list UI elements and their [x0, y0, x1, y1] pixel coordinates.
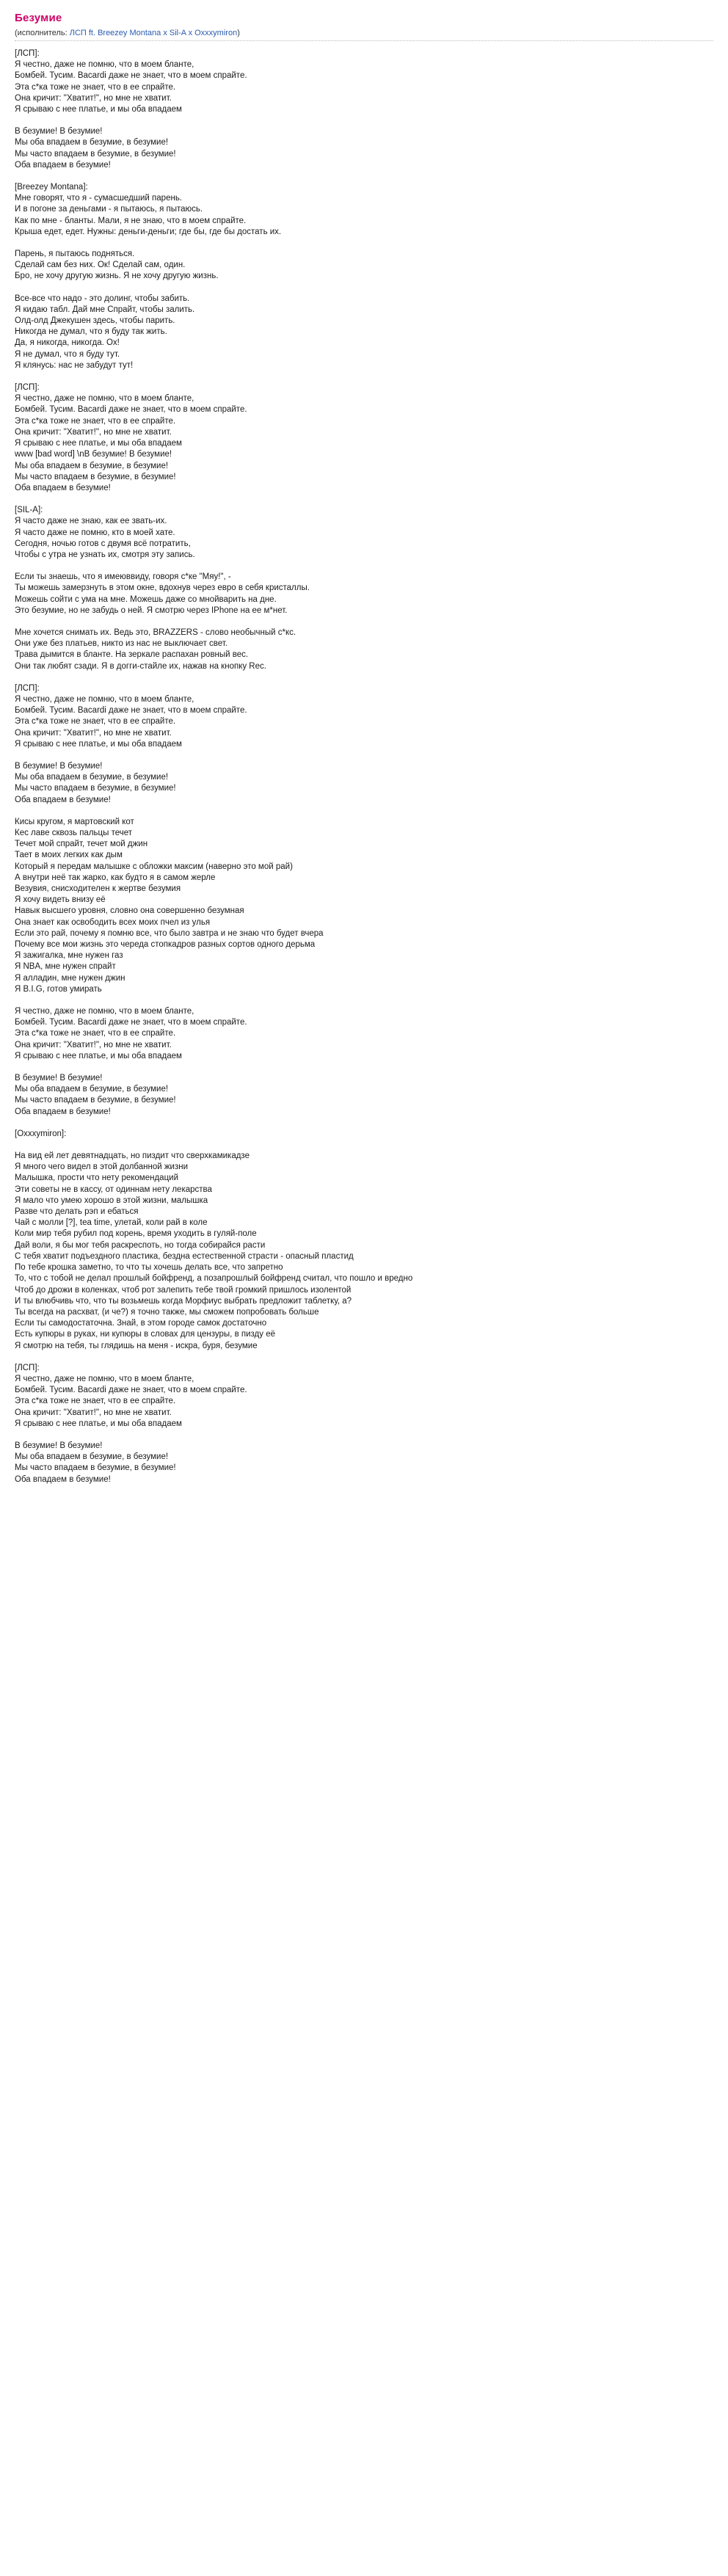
- lyrics-line: В безумие! В безумие!: [15, 1074, 103, 1083]
- lyrics-line: Никогда не думал, что я буду так жить.: [15, 327, 167, 337]
- lyrics-line: Я срываю с нее платье, и мы оба впадаем: [15, 439, 182, 448]
- artist-link[interactable]: ЛСП ft. Breezey Montana x Sil-A x Oxxxymiron: [69, 29, 238, 37]
- speaker-label: [Breezey Montana]:: [15, 183, 88, 192]
- lyrics-line: Мы оба впадаем в безумие, в безумие!: [15, 1452, 169, 1462]
- lyrics-line: Мы оба впадаем в безумие, в безумие!: [15, 461, 169, 470]
- lyrics-line: Мы часто впадаем в безумие, в безумие!: [15, 472, 176, 481]
- lyrics-line: Она кричит: "Хватит!", но мне не хватит.: [15, 427, 172, 437]
- lyrics-line: Как по мне - бланты. Мали, я не знаю, что в моем спрайте.: [15, 216, 247, 225]
- lyrics-line: Я часто даже не знаю, как ее звать-их.: [15, 517, 167, 526]
- lyrics-line: Она кричит: "Хватит!", но мне не хватит.: [15, 1408, 172, 1417]
- lyrics-line: Можешь сойти с ума на мне. Можешь даже со мнойварить на дне.: [15, 594, 277, 604]
- lyrics-line: Есть купюры в руках, ни купюры в словах для цензуры, в пизду её: [15, 1330, 275, 1339]
- lyrics-line: Оба впадаем в безумие!: [15, 160, 111, 170]
- lyrics-line: Навык высшего уровня, словно она совершенно безумная: [15, 906, 244, 916]
- lyrics-line: Я часто даже не помню, кто в моей хате.: [15, 528, 175, 537]
- lyrics-block: [15, 1129, 713, 1140]
- lyrics-line: Бомбей. Тусим. Bacardi даже не знает, что в моем спрайте.: [15, 405, 247, 415]
- lyrics-line: Она кричит: "Хватит!", но мне не хватит.: [15, 1040, 172, 1049]
- lyrics-line: Сегодня, ночью готов с двумя всё потратить,: [15, 539, 191, 548]
- lyrics-line: Я честно, даже не помню, что в моем бланте,: [15, 1374, 194, 1383]
- lyrics-line: Я срываю с нее платье, и мы оба впадаем: [15, 1051, 182, 1060]
- lyrics-line: Мы оба впадаем в безумие, в безумие!: [15, 1085, 169, 1094]
- lyrics-line: Я кидаю табл. Дай мне Спрайт, чтобы залить.: [15, 305, 195, 314]
- lyrics-line: Если ты самодостаточна. Знай, в этом городе самок достаточно: [15, 1319, 267, 1328]
- lyrics-line: Сделай сам без них. Ок! Сделай сам, один.: [15, 261, 186, 270]
- lyrics-line: По тебе крошка заметно, то что ты хочешь делать все, что запретно: [15, 1263, 283, 1273]
- lyrics-block: [15, 249, 713, 283]
- lyrics-line: И ты влюбчивь что, что ты возьмешь когда Морфиус выбрать предложит таблетку, а?: [15, 1296, 352, 1306]
- lyrics-line: Я срываю с нее платье, и мы оба впадаем: [15, 105, 182, 114]
- lyrics-block: [15, 382, 713, 494]
- lyrics-line: Она кричит: "Хватит!", но мне не хватит.: [15, 728, 172, 738]
- lyrics-line: Если ты знаешь, что я имеюввиду, говоря с*ке "Мяу!", -: [15, 572, 231, 582]
- lyrics-block: [15, 294, 713, 371]
- lyrics-line: А внутри неё так жарко, как будто я в самом жерле: [15, 873, 216, 882]
- lyrics-line: Чтобы с утра не узнать их, смотря эту запись.: [15, 550, 195, 559]
- lyrics-block: [15, 627, 713, 672]
- lyrics-line: Эта с*ка тоже не знает, что в ее спрайте.: [15, 1397, 176, 1406]
- lyrics-line: Разве что делать рэп и ебаться: [15, 1207, 139, 1217]
- lyrics-line: Да, я никогда, никогда. Ох!: [15, 338, 120, 348]
- lyrics-line: Я срываю с нее платье, и мы оба впадаем: [15, 739, 182, 749]
- lyrics-line: Я B.I.G, готов умирать: [15, 984, 102, 994]
- lyrics-block: [15, 1441, 713, 1485]
- lyrics-line: Бомбей. Тусим. Bacardi даже не знает, что в моем спрайте.: [15, 71, 247, 81]
- divider: [15, 40, 713, 41]
- lyrics-line: Если это рай, почему я помню все, что было завтра и не знаю что будет вчера: [15, 928, 324, 938]
- speaker-label: [Oxxxymiron]:: [15, 1129, 67, 1138]
- lyrics-body: [15, 48, 713, 1485]
- lyrics-line: Я срываю с нее платье, и мы оба впадаем: [15, 1419, 182, 1428]
- lyrics-line: Ты можешь замерзнуть в этом окне, вдохнув через евро в себя кристаллы.: [15, 583, 310, 593]
- lyrics-line: Я не думал, что я буду тут.: [15, 349, 120, 359]
- lyrics-line: Крыша едет, едет. Нужны: деньги-деньги; где бы, где бы достать их.: [15, 227, 282, 236]
- lyrics-line: Она знает как освободить всех моих пчел из улья: [15, 917, 211, 927]
- lyrics-block: [15, 683, 713, 750]
- lyrics-line: Парень, я пытаюсь подняться.: [15, 250, 135, 259]
- lyrics-line: Я мало что умею хорошо в этой жизни, малышка: [15, 1196, 208, 1205]
- lyrics-line: Я много чего видел в этой долбанной жизни: [15, 1163, 189, 1172]
- speaker-label: [ЛСП]:: [15, 1363, 40, 1372]
- speaker-label: [ЛСП]:: [15, 49, 40, 58]
- lyrics-line: Мы часто впадаем в безумие, в безумие!: [15, 1096, 176, 1105]
- speaker-label: [ЛСП]:: [15, 383, 40, 393]
- lyrics-line: Я клянусь: нас не забудут тут!: [15, 360, 134, 370]
- lyrics-line: Кисы кругом, я мартовский кот: [15, 817, 134, 826]
- lyrics-block: [15, 817, 713, 995]
- lyrics-line: Везувия, снисходителен к жертве безумия: [15, 884, 181, 893]
- lyrics-block: [15, 126, 713, 171]
- lyrics-line: Оба впадаем в безумие!: [15, 1107, 111, 1116]
- lyrics-line: Мне хочется снимать их. Ведь это, BRAZZERS - слово необычный с*кс.: [15, 627, 296, 637]
- lyrics-line: Оба впадаем в безумие!: [15, 483, 111, 492]
- lyrics-line: Эти советы не в кассу, от одиннам нету лекарства: [15, 1185, 212, 1194]
- lyrics-line: Я честно, даже не помню, что в моем бланте,: [15, 694, 194, 704]
- lyrics-line: Эта с*ка тоже не знает, что в ее спрайте.: [15, 82, 176, 92]
- lyrics-line: Малышка, прости что нету рекомендаций: [15, 1174, 178, 1183]
- lyrics-block: [15, 182, 713, 238]
- lyrics-block: [15, 1363, 713, 1430]
- lyrics-line: И в погоне за деньгами - я пытаюсь, я пытаюсь.: [15, 205, 203, 214]
- lyrics-line: Мы часто впадаем в безумие, в безумие!: [15, 149, 176, 159]
- lyrics-line: В безумие! В безумие!: [15, 761, 103, 771]
- page-title: Безумие: [15, 12, 62, 24]
- lyrics-block: [15, 761, 713, 806]
- lyrics-line: Тает в моих легких как дым: [15, 851, 123, 860]
- lyrics-line: Я хочу видеть внизу её: [15, 895, 106, 905]
- lyrics-line: Почему все мои жизнь это череда стопкадров разных сортов одного дерьма: [15, 940, 316, 950]
- speaker-label: [ЛСП]:: [15, 683, 40, 693]
- lyrics-line: Бомбей. Тусим. Bacardi даже не знает, что в моем спрайте.: [15, 1386, 247, 1395]
- lyrics-line: Мы оба впадаем в безумие, в безумие!: [15, 138, 169, 148]
- lyrics-line: Оба впадаем в безумие!: [15, 1474, 111, 1484]
- lyrics-line: Это безумие, но не забудь о ней. Я смотрю через IPhone на ее м*нет.: [15, 605, 288, 615]
- lyrics-line: Все-все что надо - это долинг, чтобы забить.: [15, 294, 190, 303]
- lyrics-line: Мы часто впадаем в безумие, в безумие!: [15, 1463, 176, 1473]
- lyrics-line: Я честно, даже не помню, что в моем бланте,: [15, 394, 194, 404]
- lyrics-line: Они так любят сзади. Я в догги-стайле их, нажав на кнопку Rec.: [15, 661, 266, 671]
- lyrics-line: Чтоб до дрожи в коленках, чтоб рот залепить тебе твой громкий пришлось изолентой: [15, 1285, 352, 1295]
- lyrics-line: Который я передам малышке с обложки максим (наверно это мой рай): [15, 862, 293, 871]
- lyrics-line: Я честно, даже не помню, что в моем бланте,: [15, 1007, 194, 1016]
- lyrics-line: Я алладин, мне нужен джин: [15, 973, 125, 983]
- lyrics-block: [15, 48, 713, 115]
- lyrics-line: Я смотрю на тебя, ты глядишь на меня - искра, буря, безумие: [15, 1341, 258, 1350]
- lyrics-block: [15, 572, 713, 616]
- lyrics-line: То, что с тобой не делал прошлый бойфренд, а позапрошлый бойфренд считал, что пошло и вредно: [15, 1274, 413, 1284]
- lyrics-line: www [bad word] \nВ безумие! В безумие!: [15, 450, 172, 459]
- lyrics-line: Трава дымится в бланте. На зеркале распахан ровный вес.: [15, 650, 249, 660]
- lyrics-line: Олд-олд Джекушен здесь, чтобы парить.: [15, 316, 175, 326]
- lyrics-block: [15, 1006, 713, 1062]
- artist-line: [15, 29, 715, 37]
- lyrics-line: С тебя хватит подъездного пластика, бездна естественной страсти - опасный пластид: [15, 1251, 354, 1261]
- lyrics-block: [15, 1073, 713, 1118]
- lyrics-line: Бомбей. Тусим. Bacardi даже не знает, что в моем спрайте.: [15, 706, 247, 716]
- lyrics-line: Коли мир тебя рубил под корень, время уходить в гуляй-поле: [15, 1229, 257, 1239]
- lyrics-line: Они уже без платьев, никто из нас не выключает свет.: [15, 639, 228, 649]
- speaker-label: [SIL-A]:: [15, 506, 43, 515]
- lyrics-line: Эта с*ка тоже не знает, что в ее спрайте.: [15, 1029, 176, 1038]
- lyrics-line: В безумие! В безумие!: [15, 1441, 103, 1450]
- lyrics-line: Я зажигалка, мне нужен газ: [15, 951, 123, 961]
- lyrics-line: Я NBA, мне нужен спрайт: [15, 962, 116, 972]
- lyrics-line: Она кричит: "Хватит!", но мне не хватит.: [15, 93, 172, 103]
- lyrics-line: Бро, не хочу другую жизнь. Я не хочу другую жизнь.: [15, 272, 219, 281]
- lyrics-line: Эта с*ка тоже не знает, что в ее спрайте.: [15, 416, 176, 426]
- lyrics-line: На вид ей лет девятнадцать, но пиздит что сверхкамикадзе: [15, 1151, 250, 1161]
- lyrics-line: Эта с*ка тоже не знает, что в ее спрайте.: [15, 717, 176, 727]
- lyrics-line: Дай воли, я бы мог тебя раскреспоть, но тогда собирайся расти: [15, 1240, 266, 1250]
- lyrics-line: Мне говорят, что я - сумасшедший парень.: [15, 194, 183, 203]
- artist-label-close: ): [237, 29, 240, 37]
- lyrics-line: Оба впадаем в безумие!: [15, 795, 111, 804]
- lyrics-line: Я честно, даже не помню, что в моем бланте,: [15, 60, 194, 70]
- lyrics-line: Мы оба впадаем в безумие, в безумие!: [15, 773, 169, 782]
- lyrics-line: Ты всегда на расхват, (и че?) я точно также, мы сможем попробовать больше: [15, 1307, 319, 1317]
- lyrics-line: Течет мой спрайт, течет мой джин: [15, 840, 148, 849]
- lyrics-block: [15, 1151, 713, 1352]
- lyrics-line: Чай с молли [?], tea time, улетай, коли рай в коле: [15, 1218, 208, 1228]
- lyrics-block: [15, 505, 713, 561]
- artist-label: (исполнитель:: [15, 29, 70, 37]
- lyrics-line: В безумие! В безумие!: [15, 127, 103, 137]
- lyrics-line: Бомбей. Тусим. Bacardi даже не знает, что в моем спрайте.: [15, 1018, 247, 1027]
- lyrics-line: Мы часто впадаем в безумие, в безумие!: [15, 784, 176, 793]
- lyrics-line: Кес лаве сквозь пальцы течет: [15, 828, 133, 837]
